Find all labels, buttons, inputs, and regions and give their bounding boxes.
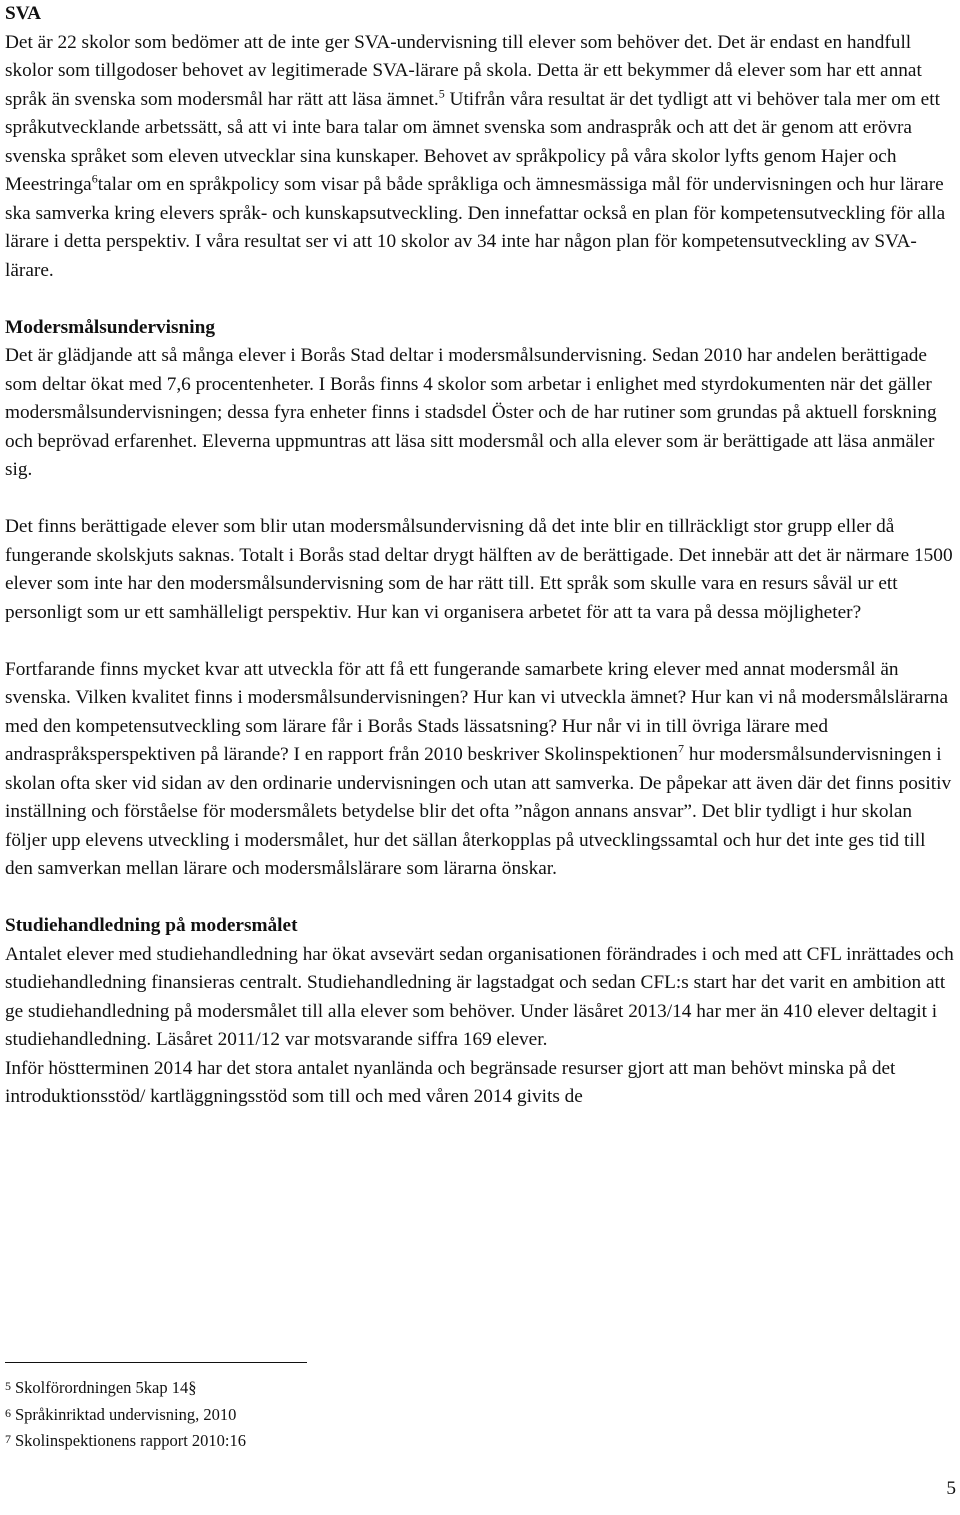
footnote-text: Skolförordningen 5kap 14§ xyxy=(15,1378,197,1397)
section-heading-modersmal: Modersmålsundervisning xyxy=(5,316,215,338)
text-run: talar om en språkpolicy som visar på både språkliga och ämnesmässiga mål för undervisningen och hur lärare ska samverka kring elevers språk- och kunskapsutveckling. Den innefattar också en plan för kompetensutveckling för alla lärare i detta perspektiv. I våra resultat ser vi att 10 skolor av 34 inte har någon plan för kompetensutveckling av SVA-lärare. xyxy=(5,174,946,281)
section-heading-sva: SVA xyxy=(5,3,42,24)
text-run: hur modersmålsundervisningen i skolan ofta sker vid sidan av den ordinarie undervisningen och utan att samverka. De påpekar att även där det finns positiv inställning och förståelse för modersmålets betydelse blir det ofta ”någon annans ansvar”. Det blir tydligt i hur skolan följer upp elevens utveckling i modersmålet, hur det sällan återkopplas på utvecklingssamtal och hur det inte ges tid till den samverkan mellan lärare och modersmålslärare som lärarna önskar. xyxy=(5,744,952,879)
footnote-number: 7 xyxy=(5,1432,11,1446)
document-page xyxy=(5,0,957,1112)
paragraph-spacer xyxy=(5,485,957,514)
footnote-ref-5[interactable]: 5 xyxy=(438,86,445,101)
footnote-ref-7[interactable]: 7 xyxy=(678,741,685,756)
paragraph-modersmal-2: Det finns berättigade elever som blir utan modersmålsundervisning då det inte blir en tillräckligt stor grupp eller då fungerande skolskjuts saknas. Totalt i Borås stad deltar drygt hälften av de berättigade. Det innebär att det är närmare 1500 elever som inte har den modersmålsundervisning som de har rätt till. Ett språk som skulle vara en resurs såväl ur ett personligt som ur ett samhälleligt perspektiv. Hur kan vi organisera arbetet för att ta vara på dessa möjligheter? xyxy=(5,516,953,623)
paragraph-modersmal-1: Det är glädjande att så många elever i Borås Stad deltar i modersmålsundervisning. Sedan 2010 har andelen berättigade som deltar ökat med 7,6 procentenheter. I Borås finns 4 skolor som arbetar i enlighet med styrdokumenten när det gäller modersmålsundervisningen; dessa fyra enheter finns i stadsdel Öster och de har rutiner som grundas på aktuell forskning och beprövad erfarenhet. Eleverna uppmuntras att läsa sitt modersmål och alla elever som är berättigade att läsa anmäler sig. xyxy=(5,345,937,480)
footnote-ref-6[interactable]: 6 xyxy=(91,171,98,186)
text-run: Det är 22 skolor som bedömer att de inte ger SVA-undervisning till elever som behöver det. Det är endast en handfull skolor som tillgodoser behovet av legitimerade SVA-lärare på skola. Detta är ett bekymmer då elever som har ett annat språk än svenska som modersmål har rätt att läsa ämnet. xyxy=(5,31,922,110)
paragraph-modersmal-3 xyxy=(5,656,957,884)
footnote-number: 5 xyxy=(5,1379,11,1393)
footnote-separator xyxy=(5,1362,307,1363)
footnote-text: Språkinriktad undervisning, 2010 xyxy=(15,1404,237,1424)
text-run: Fortfarande finns mycket kvar att utveckla för att få ett fungerande samarbete kring elever med annat modersmål än svenska. Vilken kvalitet finns i modersmålsundervisningen? Hur kan vi utveckla ämnet? Hur kan vi nå modersmålslärarna med den kompetensutveckling som lärare får i Borås Stads lässatsning? Hur når vi in till övriga lärare med andraspråksperspektiven på lärande? I en rapport från 2010 beskriver Skolinspektionen xyxy=(5,658,949,765)
paragraph-spacer xyxy=(5,285,957,314)
paragraph-spacer xyxy=(5,884,957,913)
text-run: Utifrån våra resultat är det tydligt att vi behöver tala mer om ett språkutvecklande arbetssätt, så att vi inte bara talar om ämnet svenska som andraspråk och att det är genom att erövra svenska språket som eleven utvecklar sina kunskaper. Behovet av språkpolicy på våra skolor lyfts genom Hajer och Meestringa xyxy=(5,88,940,195)
footnote-5 xyxy=(5,1374,705,1401)
section-heading-studiehandledning: Studiehandledning på modersmålet xyxy=(5,915,298,936)
page-number: 5 xyxy=(946,1478,956,1499)
footnote-text: Skolinspektionens rapport 2010:16 xyxy=(15,1431,246,1450)
footnote-number: 6 xyxy=(5,1405,11,1420)
paragraph-spacer xyxy=(5,627,957,656)
footnote-6 xyxy=(5,1401,705,1428)
footnotes xyxy=(5,1374,705,1454)
paragraph-sva xyxy=(5,29,957,286)
footnote-7 xyxy=(5,1427,705,1454)
paragraph-studiehandledning-2: Inför höstterminen 2014 har det stora antalet nyanlända och begränsade resurser gjort att man behövt minska på det introduktionsstöd/ kartläggningsstöd som till och med våren 2014 givits de xyxy=(5,1057,896,1107)
paragraph-studiehandledning-1: Antalet elever med studiehandledning har ökat avsevärt sedan organisationen förändrades i och med att CFL inrättades och studiehandledning finansieras centralt. Studiehandledning är lagstadgat och sedan CFL:s start har det varit en ambition att ge studiehandledning på modersmålet till alla elever som behöver. Under läsåret 2013/14 har mer än 410 elever deltagit i studiehandledning. Läsåret 2011/12 var motsvarande siffra 169 elever. xyxy=(5,943,954,1050)
